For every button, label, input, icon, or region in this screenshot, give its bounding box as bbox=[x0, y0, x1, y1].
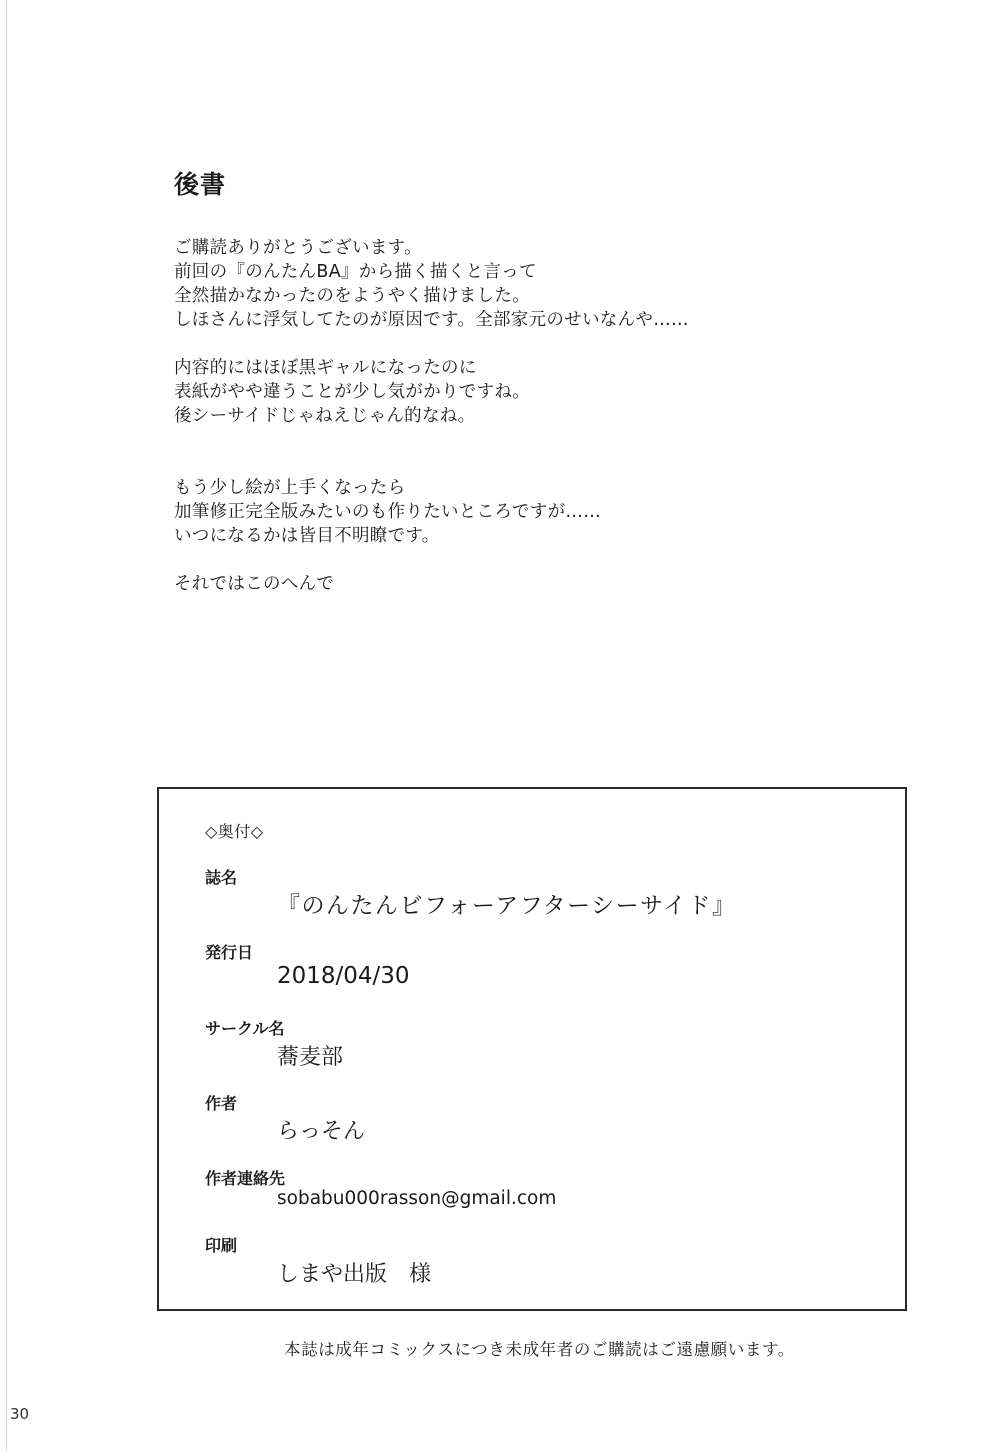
afterword-line: 表紙がやや違うことが少し気がかりですね。 bbox=[174, 382, 530, 402]
colophon-box bbox=[157, 787, 907, 1311]
afterword-paragraph-4 bbox=[174, 572, 934, 596]
afterword-line: 加筆修正完全版みたいのも作りたいところですが…… bbox=[174, 502, 602, 522]
afterword-paragraph-3 bbox=[174, 476, 934, 548]
afterword-line: 内容的にはほぼ黒ギャルになったのに bbox=[174, 358, 477, 378]
afterword-line: ご購読ありがとうございます。 bbox=[174, 238, 422, 258]
colophon-heading: ◇奥付◇ bbox=[205, 822, 264, 841]
field-value-contact: sobabu000rasson@gmail.com bbox=[277, 1188, 557, 1209]
field-label-date: 発行日 bbox=[205, 943, 254, 962]
field-label-author: 作者 bbox=[205, 1094, 238, 1113]
field-label-circle: サークル名 bbox=[205, 1019, 285, 1038]
afterword-section bbox=[174, 168, 934, 596]
afterword-line: 全然描かなかったのをようやく描けました。 bbox=[174, 286, 530, 306]
age-restriction-notice: 本誌は成年コミックスにつき未成年者のご購読はご遠慮願います。 bbox=[284, 1340, 795, 1359]
field-value-date: 2018/04/30 bbox=[277, 963, 410, 989]
field-label-title: 誌名 bbox=[205, 868, 238, 887]
afterword-paragraph-1 bbox=[174, 236, 934, 332]
field-value-author: らっそん bbox=[277, 1119, 366, 1144]
afterword-line: もう少し絵が上手くなったら bbox=[174, 478, 406, 498]
field-label-contact: 作者連絡先 bbox=[205, 1169, 286, 1188]
field-value-printer: しまや出版 様 bbox=[277, 1262, 432, 1287]
page-edge-line bbox=[6, 0, 7, 1451]
afterword-line: しほさんに浮気してたのが原因です。全部家元のせいなんや…… bbox=[174, 310, 689, 330]
afterword-line: それではこのへんで bbox=[174, 574, 335, 594]
field-label-printer: 印刷 bbox=[205, 1236, 238, 1255]
afterword-line: 後シーサイドじゃねえじゃん的なね。 bbox=[174, 406, 476, 426]
field-value-circle: 蕎麦部 bbox=[277, 1045, 344, 1070]
afterword-line: 前回の『のんたんBA』から描く描くと言って bbox=[174, 262, 537, 282]
page-number: 30 bbox=[10, 1405, 30, 1423]
afterword-paragraph-2 bbox=[174, 356, 934, 428]
afterword-line: いつになるかは皆目不明瞭です。 bbox=[174, 526, 440, 546]
field-value-title: 『のんたんビフォーアフターシーサイド』 bbox=[277, 893, 737, 919]
afterword-title: 後書 bbox=[174, 170, 227, 199]
